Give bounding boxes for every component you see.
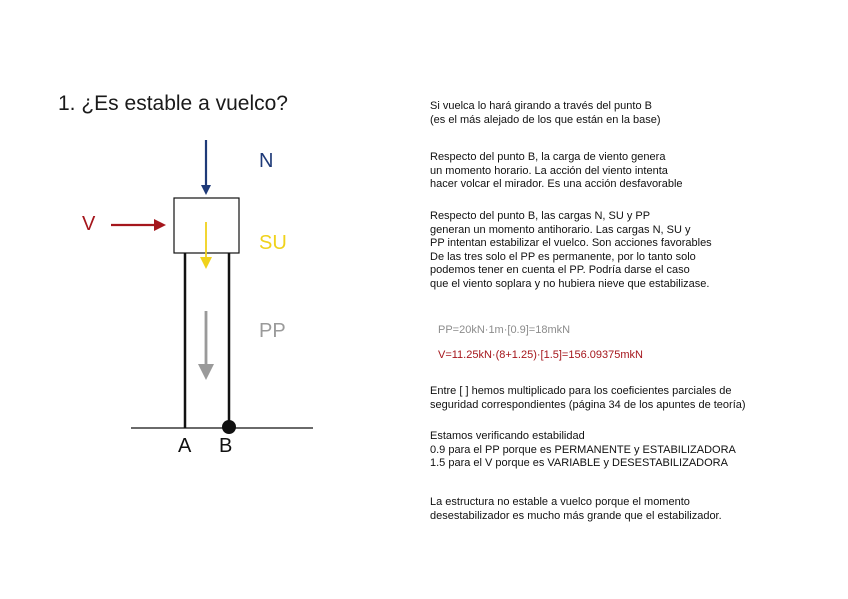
- paragraph-coefficients: Entre [ ] hemos multiplicado para los coeficientes parciales de seguridad correspondientes (página 34 de los apuntes de teoría): [430, 385, 746, 411]
- equation-pp: PP=20kN·1m·[0.9]=18mkN: [438, 324, 571, 336]
- label-pp: PP: [259, 320, 286, 342]
- paragraph-stabilizing: Respecto del punto B, las cargas N, SU y PP generan un momento antihorario. Las cargas N, SU y PP intentan estabilizar el vuelco. Son acciones favorables De las tres solo el PP es permanente, por lo tanto solo podemos tener en cuenta el PP. Podría darse el caso que el viento soplara y no hubiera nieve que estabilizase.: [430, 210, 712, 290]
- page-title: 1. ¿Es estable a vuelco?: [58, 92, 288, 115]
- paragraph-pivot: Si vuelca lo hará girando a través del punto B (es el más alejado de los que están en la base): [430, 100, 661, 126]
- paragraph-conclusion: La estructura no estable a vuelco porque el momento desestabilizador es mucho más grande que el estabilizador.: [430, 496, 722, 522]
- equation-v: V=11.25kN·(8+1.25)·[1.5]=156.09375mkN: [438, 349, 643, 361]
- label-v: V: [82, 213, 96, 235]
- label-b: B: [219, 435, 233, 457]
- pivot-point-b: [222, 420, 236, 434]
- paragraph-verification: Estamos verificando estabilidad 0.9 para el PP porque es PERMANENTE y ESTABILIZADORA 1.5 para el V porque es VARIABLE y DESESTABILIZADORA: [430, 430, 736, 469]
- label-n: N: [259, 150, 274, 172]
- label-a: A: [178, 435, 192, 457]
- label-su: SU: [259, 232, 287, 254]
- paragraph-wind-moment: Respecto del punto B, la carga de viento genera un momento horario. La acción del viento intenta hacer volcar el mirador. Es una acción desfavorable: [430, 151, 683, 190]
